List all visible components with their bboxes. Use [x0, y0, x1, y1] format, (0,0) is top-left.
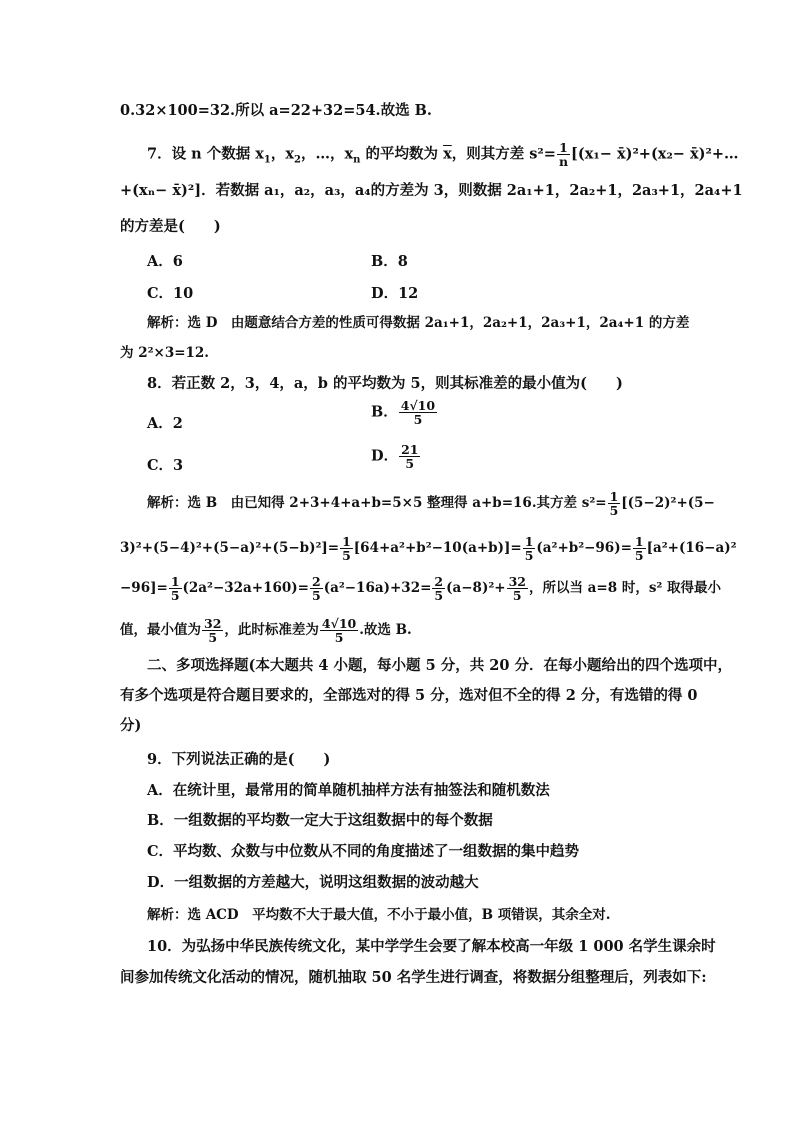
q8-analysis-3	[120, 575, 721, 602]
numerator: 1	[524, 534, 534, 549]
analysis-text: (a²−16a)+32=	[323, 580, 432, 597]
analysis-text: ，所以当 a=8 时，s² 取得最小	[528, 580, 722, 597]
fraction	[608, 490, 621, 517]
q7-part: 7．设 n 个数据 x	[147, 145, 264, 163]
analysis-text: 解析：选 B 由已知得 2+3+4+a+b=5×5 整理得 a+b=16.其方差 s²=	[147, 495, 607, 512]
numerator: 1	[634, 534, 644, 549]
denominator: 5	[405, 456, 415, 472]
fraction	[633, 535, 646, 562]
q8-analysis-1	[147, 490, 715, 517]
q7-option-d: D．12	[371, 285, 419, 302]
fraction	[399, 443, 420, 470]
numerator: 1	[609, 489, 619, 504]
numerator: 4√10	[400, 398, 436, 413]
q7-part: ，则其方差 s²=	[451, 145, 556, 163]
q7-option-c: C．10	[147, 285, 194, 302]
question-10-line2: 间参加传统文化活动的情况，随机抽取 50 名学生进行调查，将数据分组整理后，列表如下:	[120, 969, 707, 986]
question-10-line1: 10．为弘扬中华民族传统文化，某中学学生会要了解本校高一年级 1 000 名学生课余时	[147, 938, 716, 955]
question-8-stem: 8．若正数 2，3，4，a，b 的平均数为 5，则其标准差的最小值为( )	[147, 375, 623, 392]
numerator: 1	[559, 140, 568, 155]
q9-option-b: B．一组数据的平均数一定大于这组数据中的每个数据	[147, 812, 493, 829]
numerator: 4√10	[321, 616, 357, 631]
fraction	[310, 575, 323, 602]
q7-option-a: A．6	[147, 253, 183, 270]
q7-part: 的平均数为	[360, 145, 444, 163]
fraction	[507, 575, 528, 602]
fraction	[202, 617, 223, 644]
x-bar: $\overline{x}$	[443, 145, 452, 163]
denominator: 5	[434, 588, 444, 604]
q9-option-c: C．平均数、众数与中位数从不同的角度描述了一组数据的集中趋势	[147, 843, 580, 860]
denominator: 5	[512, 588, 522, 604]
numerator: 1	[170, 574, 180, 589]
q7-formula: [(x₁− x̄)²+(x₂− x̄)²+…	[571, 145, 739, 163]
option-label: D．	[371, 447, 399, 465]
analysis-text: 值，最小值为	[120, 622, 201, 639]
q8-option-c: C．3	[147, 457, 184, 474]
section-2-line3: 分)	[120, 717, 142, 734]
fraction	[399, 399, 437, 426]
analysis-text: (2a²−32a+160)=	[182, 580, 309, 597]
numerator: 32	[508, 574, 526, 589]
numerator: 2	[312, 574, 321, 589]
question-9-stem: 9．下列说法正确的是( )	[147, 751, 331, 768]
q8-analysis-2	[120, 535, 737, 562]
denominator: 5	[524, 548, 534, 564]
fraction	[320, 617, 358, 644]
analysis-text: .故选 B.	[359, 622, 412, 639]
q8-option-d	[371, 443, 421, 470]
text-line: 0.32×100=32.所以 a=22+32=54.故选 B.	[120, 102, 432, 119]
q7-part: ，…，x	[301, 145, 354, 163]
analysis-text: 3)²+(5−4)²+(5−a)²+(5−b)²]=	[120, 540, 340, 557]
denominator: 5	[609, 503, 619, 519]
fraction	[432, 575, 445, 602]
q9-analysis: 解析：选 ACD 平均数不大于最大值，不小于最小值，B 项错误，其余全对.	[147, 907, 611, 923]
analysis-text: −96]=	[120, 580, 168, 597]
q7-option-b: B．8	[371, 253, 408, 270]
q7-part: ，x	[270, 145, 295, 163]
section-2-heading: 二、多项选择题(本大题共 4 小题，每小题 5 分，共 20 分．在每小题给出的四个选项中，	[147, 657, 733, 674]
numerator: 2	[434, 574, 444, 589]
numerator: 1	[342, 534, 351, 549]
denominator: 5	[413, 412, 423, 428]
fraction	[523, 535, 536, 562]
analysis-text: (a−8)²+	[446, 580, 506, 597]
q8-option-a: A．2	[147, 415, 183, 432]
denominator: 5	[342, 548, 351, 564]
q7-analysis: 解析：选 D 由题意结合方差的性质可得数据 2a₁+1，2a₂+1，2a₃+1，2a₄+1 的方差	[147, 315, 690, 331]
numerator: 21	[401, 442, 419, 457]
question-7-line3: 的方差是( )	[120, 218, 221, 235]
denominator: 5	[312, 588, 321, 604]
option-label: B．	[371, 403, 398, 421]
denominator: 5	[634, 548, 644, 564]
analysis-text: [(5−2)²+(5−	[621, 495, 715, 512]
denominator: 5	[170, 588, 180, 604]
denominator: 5	[208, 630, 218, 646]
denominator: n	[558, 154, 569, 170]
analysis-text: [a²+(16−a)²	[646, 540, 737, 557]
numerator: 32	[204, 616, 222, 631]
analysis-text: ，此时标准差为	[224, 622, 319, 639]
analysis-text: [64+a²+b²−10(a+b)]=	[353, 540, 522, 557]
question-7-line2: +(xₙ− x̄)²]．若数据 a₁，a₂，a₃，a₄的方差为 3，则数据 2a₁+1，2a₂+1，2a₃+1，2a₄+1	[120, 182, 743, 199]
section-2-line2: 有多个选项是符合题目要求的，全部选对的得 5 分，选对但不全的得 2 分，有选错的得 0	[120, 687, 698, 704]
fraction	[557, 141, 570, 168]
q8-analysis-4	[120, 617, 412, 644]
question-7-stem: 7．设 n 个数据 $x_1$，$x_2$，…，$x_n$ 的平均数为 $\overline{x}$，则其方差 s²= $\frac{1}{n}$ [(x₁− x̄)²+(x₂− x̄)²+…	[147, 140, 739, 170]
analysis-text: (a²+b²−96)=	[536, 540, 632, 557]
q9-option-d: D．一组数据的方差越大，说明这组数据的波动越大	[147, 874, 479, 891]
fraction	[340, 535, 353, 562]
q9-option-a: A．在统计里，最常用的简单随机抽样方法有抽签法和随机数法	[147, 782, 550, 799]
fraction	[169, 575, 182, 602]
q8-option-b	[371, 399, 438, 426]
q7-analysis-2: 为 2²×3=12.	[120, 345, 210, 361]
denominator: 5	[334, 630, 344, 646]
